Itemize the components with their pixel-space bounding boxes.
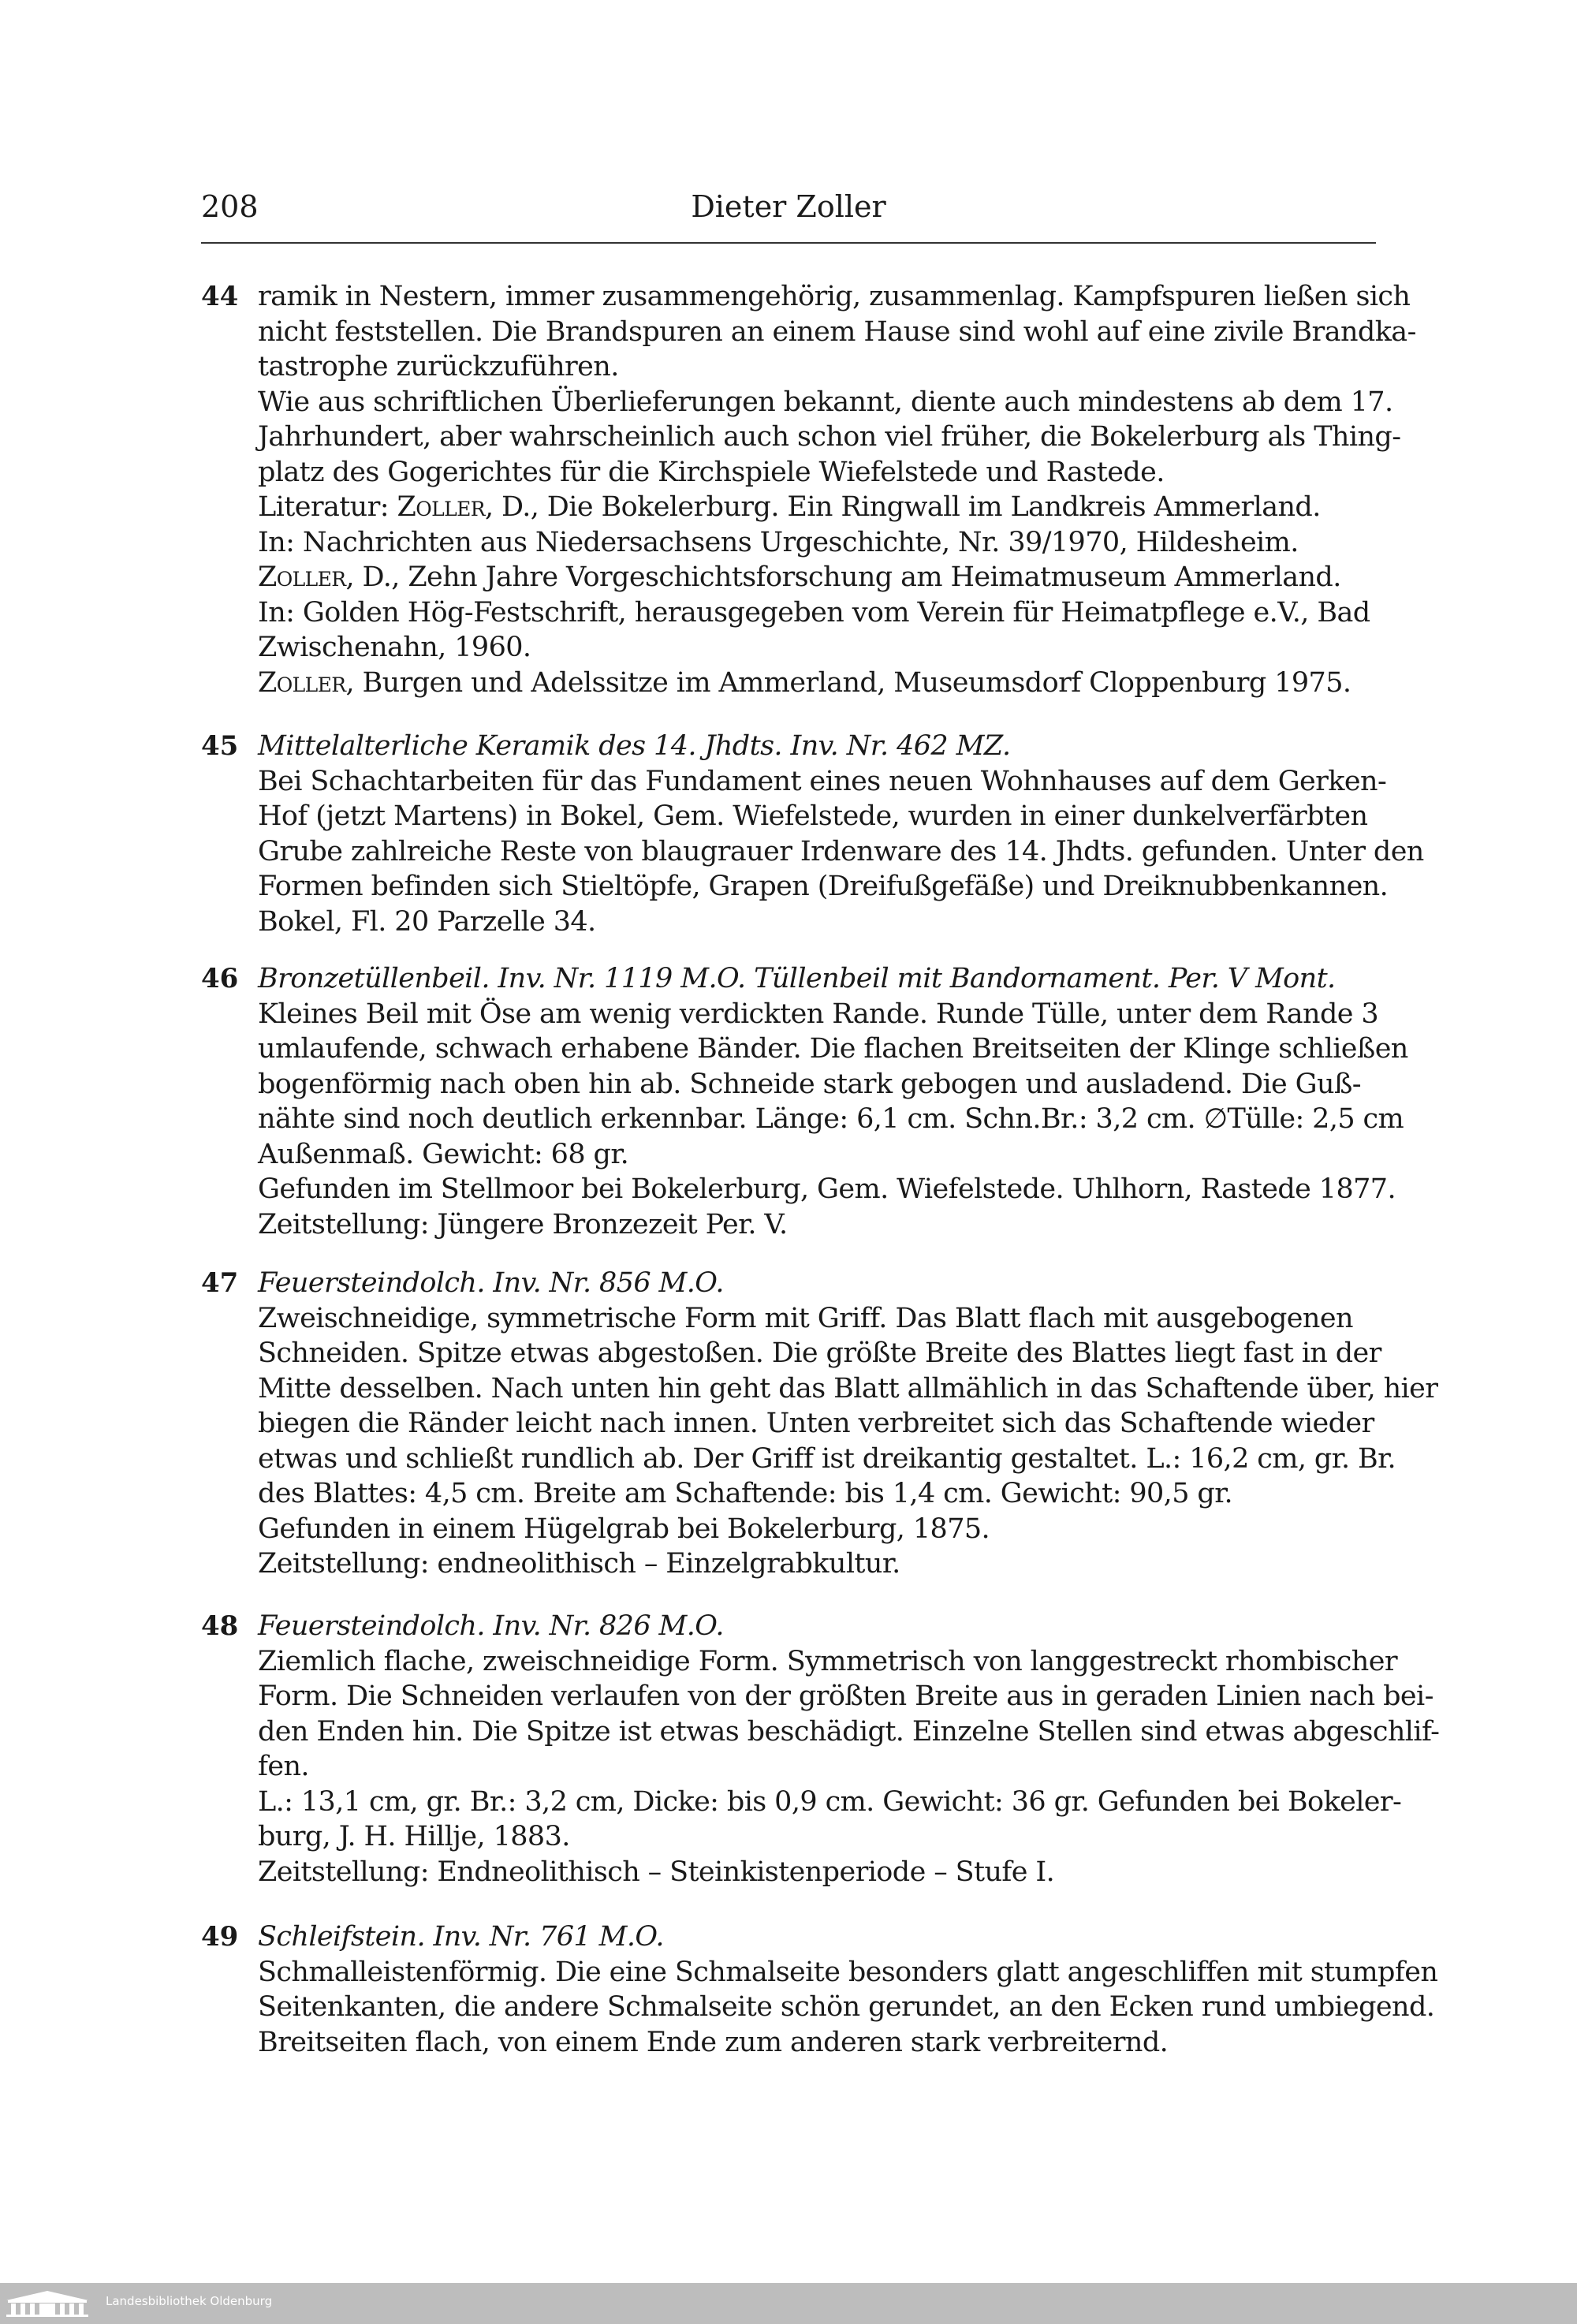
- text-line: Kleines Beil mit Öse am wenig verdickten Rande. Runde Tülle, unter dem Rande 3: [258, 998, 1379, 1030]
- text-line: Seitenkanten, die andere Schmalseite schön gerundet, an den Ecken rund umbiegend.: [258, 1991, 1435, 2023]
- page-number: 208: [201, 189, 259, 224]
- author-name: Zoller: [397, 491, 485, 523]
- literature-line: [258, 490, 1376, 525]
- entry-body: [258, 1609, 1440, 1889]
- text-line: Formen befinden sich Stieltöpfe, Grapen (Dreifußgefäße) und Dreiknubbenkannen.: [258, 871, 1389, 902]
- text-line: biegen die Ränder leicht nach innen. Unten verbreitet sich das Schaftende wieder: [258, 1408, 1374, 1439]
- entry-body: [258, 1266, 1438, 1582]
- library-building-icon: [3, 2289, 91, 2318]
- text-line: Schmalleistenförmig. Die eine Schmalseite besonders glatt angeschliffen mit stumpfen: [258, 1956, 1438, 1988]
- text-line: nähte sind noch deutlich erkennbar. Länge: 6,1 cm. Schn.Br.: 3,2 cm. ∅Tülle: 2,5 cm: [258, 1103, 1404, 1135]
- text-line: In: Nachrichten aus Niedersachsens Urgeschichte, Nr. 39/1970, Hildesheim.: [258, 526, 1299, 558]
- text-line: burg, J. H. Hillje, 1883.: [258, 1821, 570, 1852]
- literature-label: Literatur:: [258, 491, 397, 523]
- text-line: Ziemlich flache, zweischneidige Form. Symmetrisch von langgestreckt rhombischer: [258, 1645, 1397, 1677]
- text-line: bogenförmig nach oben hin ab. Schneide stark gebogen und ausladend. Die Guß-: [258, 1068, 1361, 1100]
- citation-text: , D., Die Bokelerburg. Ein Ringwall im Landkreis Ammerland.: [484, 491, 1321, 523]
- text-line: umlaufende, schwach erhabene Bänder. Die flachen Breitseiten der Klinge schließen: [258, 1033, 1408, 1065]
- text-line: Wie aus schriftlichen Überlieferungen bekannt, diente auch mindestens ab dem 17.: [258, 386, 1393, 418]
- text-line: L.: 13,1 cm, gr. Br.: 3,2 cm, Dicke: bis 0,9 cm. Gewicht: 36 gr. Gefunden bei Bokeler-: [258, 1785, 1402, 1818]
- text-line: platz des Gogerichtes für die Kirchspiele Wiefelstede und Rastede.: [258, 456, 1165, 488]
- entry-number: 45: [201, 730, 239, 762]
- text-line: Zweischneidige, symmetrische Form mit Griff. Das Blatt flach mit ausgebogenen: [258, 1302, 1353, 1334]
- entry-body: [258, 729, 1424, 939]
- entry-number: 47: [201, 1267, 239, 1299]
- entry-number: 49: [201, 1921, 239, 1953]
- text-line: Schneiden. Spitze etwas abgestoßen. Die größte Breite des Blattes liegt fast in der: [258, 1337, 1381, 1369]
- text-line: Zwischenahn, 1960.: [258, 632, 531, 663]
- entry-title: Feuersteindolch. Inv. Nr. 856 M.O.: [258, 1267, 724, 1299]
- citation-text: , D., Zehn Jahre Vorgeschichtsforschung am Heimatmuseum Ammerland.: [345, 561, 1341, 593]
- footer-bar: [0, 2283, 1577, 2324]
- entry-title: Mittelalterliche Keramik des 14. Jhdts. Inv. Nr. 462 MZ.: [258, 730, 1011, 762]
- entry-body: [258, 1919, 1438, 2060]
- text-line: etwas und schließt rundlich ab. Der Griff ist dreikantig gestaltet. L.: 16,2 cm, gr. Br.: [258, 1442, 1396, 1475]
- entry-number: 46: [201, 963, 239, 994]
- text-line: Gefunden im Stellmoor bei Bokelerburg, Gem. Wiefelstede. Uhlhorn, Rastede 1877.: [258, 1173, 1396, 1205]
- text-line: des Blattes: 4,5 cm. Breite am Schaftende: bis 1,4 cm. Gewicht: 90,5 gr.: [258, 1478, 1233, 1509]
- citation-text: , Burgen und Adelssitze im Ammerland, Museumsdorf Cloppenburg 1975.: [345, 666, 1351, 699]
- text-line: Bei Schachtarbeiten für das Fundament eines neuen Wohnhauses auf dem Gerken-: [258, 765, 1387, 797]
- text-line: nicht feststellen. Die Brandspuren an einem Hause sind wohl auf eine zivile Brandka-: [258, 315, 1416, 348]
- text-line: Mitte desselben. Nach unten hin geht das Blatt allmählich in das Schaftende über, hier: [258, 1372, 1438, 1404]
- text-line: In: Golden Hög-Festschrift, herausgegeben vom Verein für Heimatpflege e.V., Bad: [258, 596, 1370, 629]
- text-line: den Enden hin. Die Spitze ist etwas beschädigt. Einzelne Stellen sind etwas abgeschlif-: [258, 1715, 1440, 1748]
- entry-number: 48: [201, 1610, 239, 1642]
- literature-line: [258, 666, 1376, 701]
- entry-title: Feuersteindolch. Inv. Nr. 826 M.O.: [258, 1610, 724, 1642]
- text-line: Form. Die Schneiden verlaufen von der größten Breite aus in geraden Linien nach bei-: [258, 1681, 1433, 1712]
- author-name: Zoller: [258, 666, 346, 699]
- text-line: fen.: [258, 1751, 309, 1782]
- author-name: Zoller: [258, 561, 346, 593]
- literature-line: [258, 560, 1376, 595]
- text-line: Gefunden in einem Hügelgrab bei Bokelerburg, 1875.: [258, 1513, 990, 1545]
- header-rule: [201, 242, 1376, 244]
- library-name: Landesbibliothek Oldenburg: [106, 2294, 273, 2308]
- entry-body: [258, 961, 1408, 1278]
- text-line: Zeitstellung: endneolithisch – Einzelgrabkultur.: [258, 1548, 900, 1580]
- entry-body: [258, 279, 1416, 700]
- text-line: Breitseiten flach, von einem Ende zum anderen stark verbreiternd.: [258, 2026, 1169, 2058]
- text-line: tastrophe zurückzuführen.: [258, 351, 619, 382]
- entry-number: 44: [201, 281, 239, 312]
- text-line: Außenmaß. Gewicht: 68 gr.: [258, 1138, 629, 1170]
- running-head: Dieter Zoller: [691, 189, 886, 224]
- text-line: Bokel, Fl. 20 Parzelle 34.: [258, 905, 596, 938]
- entry-title: Schleifstein. Inv. Nr. 761 M.O.: [258, 1921, 664, 1953]
- entry-title: Bronzetüllenbeil. Inv. Nr. 1119 M.O. Tüllenbeil mit Bandornament. Per. V Mont.: [258, 963, 1336, 994]
- text-line: ramik in Nestern, immer zusammengehörig, zusammenlag. Kampfspuren ließen sich: [258, 281, 1411, 312]
- text-line: Hof (jetzt Martens) in Bokel, Gem. Wiefelstede, wurden in einer dunkelverfärbten: [258, 800, 1368, 832]
- text-line: Zeitstellung: Jüngere Bronzezeit Per. V.: [258, 1208, 788, 1240]
- text-line: Zeitstellung: Endneolithisch – Steinkistenperiode – Stufe I.: [258, 1856, 1055, 1888]
- page-header: [201, 189, 1376, 240]
- text-line: Grube zahlreiche Reste von blaugrauer Irdenware des 14. Jhdts. gefunden. Unter den: [258, 835, 1424, 867]
- text-line: Jahrhundert, aber wahrscheinlich auch schon viel früher, die Bokelerburg als Thing-: [258, 421, 1401, 453]
